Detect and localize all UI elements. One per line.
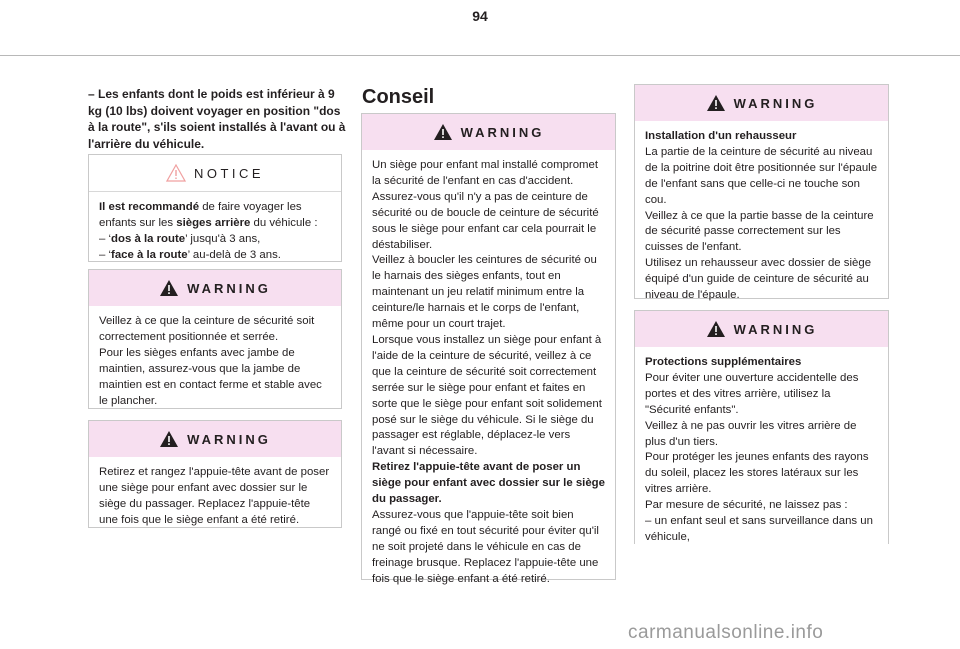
warning-paragraph: Lorsque vous installez un siège pour enfant à l'aide de la ceinture de sécurité, veillez à ce que la ceinture de sécurité soit correctement serrée sur le siège pour enfant et faites en sorte que le siège pour enfant soit solidement posé sur le siège du véhicule. Si le siège du passager est réglable, déplacez-le vers l'avant si nécessaire. <box>372 333 602 458</box>
warning-paragraph: La partie de la ceinture de sécurité au niveau de la poitrine doit être positionnée sur l'épaule de l'enfant sans que celle-ci ne touche son cou. <box>645 145 878 206</box>
warning-triangle-icon <box>433 123 453 141</box>
warning-box-left-2 <box>88 420 342 528</box>
notice-box <box>88 154 342 262</box>
warning-title: WARNING <box>733 321 818 337</box>
warning-title: WARNING <box>460 124 545 140</box>
warning-paragraph: Veillez à boucler les ceintures de sécurité ou le harnais des sièges enfants, tout en maintenant un jeu relatif minimum entre la ceinture/le harnais et le corps de l'enfant, même pour un court trajet. <box>372 254 597 331</box>
warning-box-right-2 <box>634 310 889 544</box>
page-number: 94 <box>472 8 488 24</box>
section-heading: Conseil <box>362 86 435 108</box>
warning-header <box>635 85 888 121</box>
warning-paragraph: Assurez-vous qu'il n'y a pas de ceinture de sécurité ou de boucle de ceinture de sécurité sous le siège pour enfant car cela pourrait le déstabiliser. <box>372 190 599 251</box>
notice-triangle-icon <box>166 164 186 182</box>
warning-body <box>362 150 615 597</box>
warning-header <box>89 421 341 457</box>
notice-line-2: – ‘dos à la route’ jusqu'à 3 ans, <box>99 232 261 245</box>
warning-paragraph: Veillez à ne pas ouvrir les vitres arrière de plus d'un tiers. <box>645 419 857 448</box>
warning-box-left-1 <box>88 269 342 409</box>
warning-bold-paragraph: Retirez l'appuie-tête avant de poser un siège pour enfant avec dossier sur le siège du passager. <box>372 461 605 506</box>
notice-title: NOTICE <box>193 165 265 181</box>
warning-body <box>89 306 341 419</box>
warning-subheading: Protections supplémentaires <box>645 356 802 368</box>
watermark: carmanualsonline.info <box>628 622 824 643</box>
warning-title: WARNING <box>187 431 271 447</box>
warning-box-right-1 <box>634 84 889 302</box>
notice-body <box>89 192 341 274</box>
notice-line-3: – ‘face à la route’ au-delà de 3 ans. <box>99 248 281 261</box>
warning-subheading: Installation d'un rehausseur <box>645 130 797 142</box>
warning-header <box>89 270 341 306</box>
warning-triangle-icon <box>706 320 726 338</box>
warning-paragraph: Par mesure de sécurité, ne laissez pas : <box>645 499 848 512</box>
warning-body <box>635 121 888 314</box>
warning-paragraph: Pour éviter une ouverture accidentelle des portes et des vitres arrière, utilisez la "Sécurité enfants". <box>645 371 859 416</box>
intro-paragraph: – Les enfants dont le poids est inférieur à 9 kg (10 lbs) doivent voyager en position "dos à la route", s'ils soient installés à l'avant ou à l'arrière du véhicule. <box>88 87 346 151</box>
warning-title: WARNING <box>733 95 818 111</box>
warning-body <box>635 347 888 556</box>
warning-header <box>635 311 888 347</box>
warning-triangle-icon <box>159 430 179 448</box>
warning-box-middle <box>361 113 616 585</box>
notice-line-1: Il est recommandé de faire voyager les enfants sur les sièges arrière du véhicule : <box>99 201 318 229</box>
warning-paragraph: Un siège pour enfant mal installé compromet la sécurité de l'enfant en cas d'accident. <box>372 159 599 187</box>
warning-paragraph: Veillez à ce que la partie basse de la ceinture de sécurité passe correctement sur les cuisses de l'enfant. <box>645 209 874 254</box>
warning-body <box>89 457 341 539</box>
warning-triangle-icon <box>159 279 179 297</box>
warning-triangle-icon <box>706 94 726 112</box>
warning-header <box>362 114 615 150</box>
warning-paragraph: Utilisez un rehausseur avec dossier de siège équipé d'un guide de ceinture de sécurité au niveau de l'épaule. <box>645 257 872 302</box>
warning-paragraph: Veillez à ce que la ceinture de sécurité soit correctement positionnée et serrée. <box>99 315 315 343</box>
warning-paragraph: Pour les sièges enfants avec jambe de maintien, assurez-vous que la jambe de maintien est en contact ferme et stable avec le plancher. <box>99 346 322 407</box>
warning-paragraph: Pour protéger les jeunes enfants des rayons du soleil, placez les stores latéraux sur les vitres arrière. <box>645 451 869 496</box>
warning-title: WARNING <box>187 280 271 296</box>
header-divider <box>0 55 960 56</box>
notice-header <box>89 155 341 192</box>
warning-paragraph: – un enfant seul et sans surveillance dans un véhicule, <box>645 515 873 543</box>
warning-paragraph: Assurez-vous que l'appuie-tête soit bien rangé ou fixé en tout sécurité pour éviter qu'il ne soit projeté dans le véhicule en cas de freinage brusque. Replacez l'appuie-tête une fois que le siège enfant a été retiré. <box>372 508 599 585</box>
warning-paragraph: Retirez et rangez l'appuie-tête avant de poser une siège pour enfant avec dossier sur le siège du passager. Replacez l'appuie-tête une fois que le siège enfant a été retiré. <box>99 466 330 526</box>
